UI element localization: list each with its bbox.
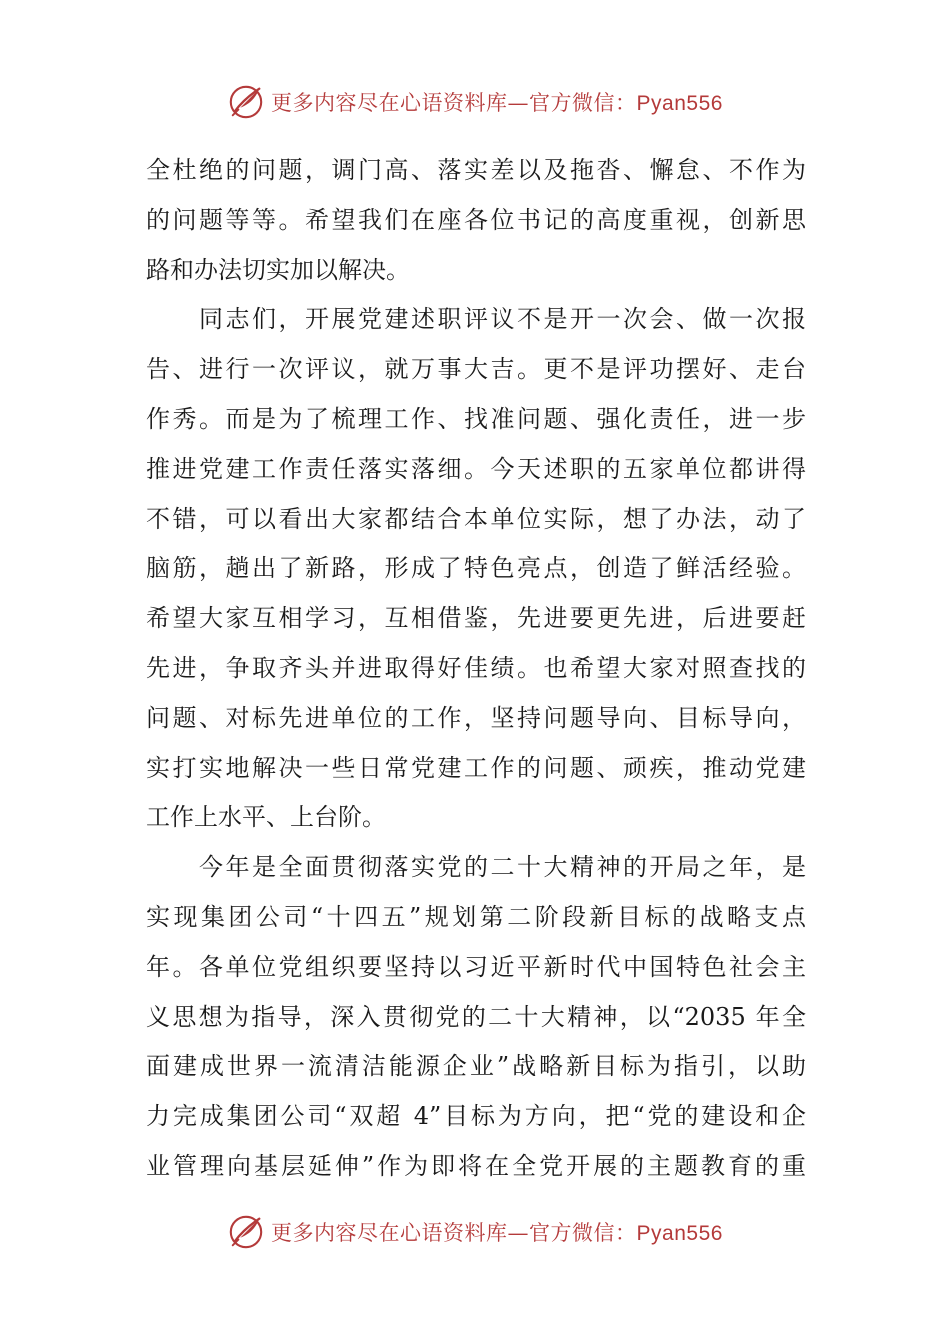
text-line: 义思想为指导，深入贯彻党的二十大精神，以“2035 年全 [146,1002,806,1031]
text-line: 希望大家互相学习，互相借鉴，先进要更先进，后进要赶 [146,604,806,633]
quill-logo-icon [227,1213,265,1251]
text-line: 不错，可以看出大家都结合本单位实际，想了办法，动了 [146,504,806,533]
text-line: 先进，争取齐头并进取得好佳绩。也希望大家对照查找的 [146,653,806,682]
text-line: 面建成世界一流清洁能源企业”战略新目标为指引，以助 [146,1052,806,1081]
text-line: 的问题等等。希望我们在座各位书记的高度重视，创新思 [146,205,806,234]
text-line: 作秀。而是为了梳理工作、找准问题、强化责任，进一步 [146,404,806,433]
text-line: 年。各单位党组织要坚持以习近平新时代中国特色社会主 [146,952,806,981]
watermark-text: 更多内容尽在心语资料库—官方微信：Pyan556 [271,91,723,115]
text-line: 实现集团公司“十四五”规划第二阶段新目标的战略支点 [146,902,806,931]
text-line: 问题、对标先进单位的工作，坚持问题导向、目标导向， [146,703,806,732]
quill-logo-icon [227,83,265,121]
text-line: 路和办法切实加以解决。 [146,255,410,284]
text-line: 今年是全面贯彻落实党的二十大精神的开局之年，是 [146,853,806,882]
text-line: 推进党建工作责任落实落细。今天述职的五家单位都讲得 [146,454,806,483]
text-line: 实打实地解决一些日常党建工作的问题、顽疾，推动党建 [146,753,806,782]
text-line: 工作上水平、上台阶。 [146,803,386,832]
text-line: 告、进行一次评议，就万事大吉。更不是评功摆好、走台 [146,355,806,384]
text-line: 同志们，开展党建述职评议不是开一次会、做一次报 [146,305,806,334]
watermark-text: 更多内容尽在心语资料库—官方微信：Pyan556 [271,1221,723,1245]
document-body [146,146,806,1192]
text-line: 脑筋，趟出了新路，形成了特色亮点，创造了鲜活经验。 [146,554,806,583]
watermark-header [0,80,950,124]
text-line: 业管理向基层延伸”作为即将在全党开展的主题教育的重 [146,1151,806,1180]
text-line: 力完成集团公司“双超 4”目标为方向，把“党的建设和企 [146,1102,806,1131]
watermark-footer [0,1210,950,1254]
text-line: 全杜绝的问题，调门高、落实差以及拖沓、懈怠、不作为 [146,156,806,184]
